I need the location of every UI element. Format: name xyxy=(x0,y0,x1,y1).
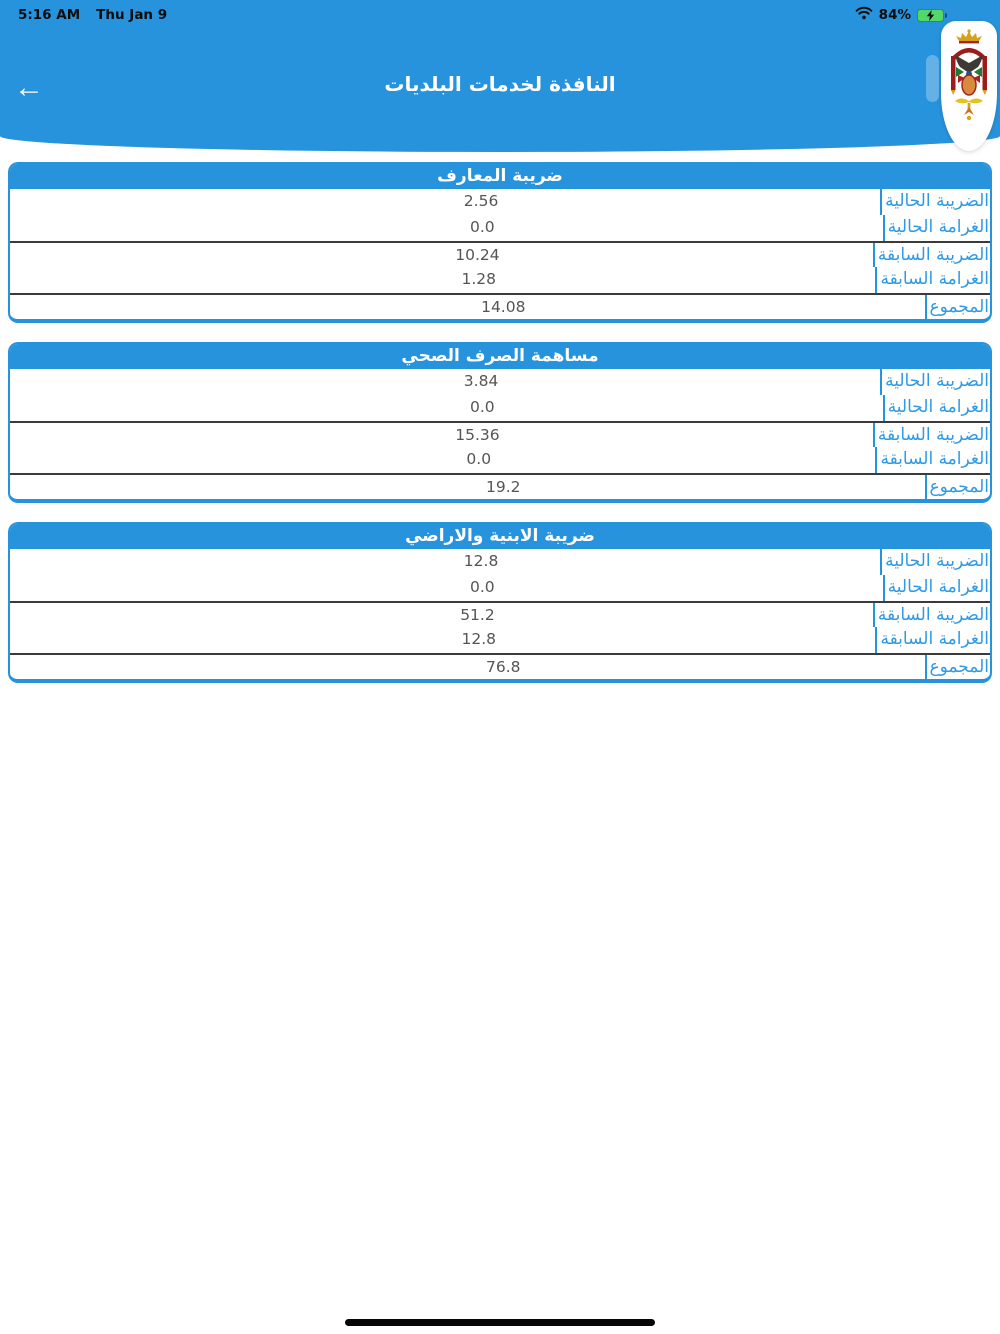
row-value: 15.36 xyxy=(455,426,500,444)
row-label: الضريبة الحالية xyxy=(880,369,990,395)
table-row xyxy=(10,241,990,267)
row-value: 0.0 xyxy=(470,578,495,596)
card-rows xyxy=(10,369,990,499)
row-label: الضريبة السابقة xyxy=(873,603,990,627)
page-title: النافذة لخدمات البلديات xyxy=(384,72,616,96)
row-value: 3.84 xyxy=(463,372,499,390)
row-value: 12.8 xyxy=(463,552,499,570)
table-row xyxy=(10,549,990,575)
table-row xyxy=(10,601,990,627)
wifi-icon xyxy=(855,6,873,24)
row-label: الضريبة الحالية xyxy=(880,549,990,575)
row-label: الغرامة السابقة xyxy=(875,447,990,473)
table-row xyxy=(10,215,990,241)
row-label: الغرامة الحالية xyxy=(883,395,990,421)
row-value: 1.28 xyxy=(461,270,496,288)
row-value: 51.2 xyxy=(460,606,495,624)
row-value: 76.8 xyxy=(486,658,521,676)
card-rows xyxy=(10,549,990,679)
row-label: الضريبة السابقة xyxy=(873,423,990,447)
row-value: 0.0 xyxy=(466,450,492,468)
table-row xyxy=(10,575,990,601)
table-row xyxy=(10,189,990,215)
row-value: 10.24 xyxy=(455,246,500,264)
row-label: الضريبة الحالية xyxy=(880,189,990,215)
table-row xyxy=(10,293,990,319)
table-row xyxy=(10,653,990,679)
row-value: 14.08 xyxy=(481,298,526,316)
app-logo-badge xyxy=(941,21,997,151)
row-value: 0.0 xyxy=(470,218,495,236)
table-row xyxy=(10,421,990,447)
row-label: المجموع xyxy=(925,475,990,499)
row-label: الغرامة السابقة xyxy=(875,267,990,293)
badge-tab-decoration xyxy=(926,55,939,102)
row-label: الضريبة السابقة xyxy=(873,243,990,267)
app-header xyxy=(0,0,1000,152)
row-value: 12.8 xyxy=(461,630,496,648)
row-label: الغرامة الحالية xyxy=(883,575,990,601)
row-label: المجموع xyxy=(925,655,990,679)
jordan-coat-of-arms-icon xyxy=(947,29,991,133)
tax-cards-container xyxy=(0,152,1000,683)
status-time: 5:16 AM xyxy=(18,7,81,23)
row-value: 19.2 xyxy=(486,478,521,496)
table-row xyxy=(10,473,990,499)
card-title: ضريبة المعارف xyxy=(10,164,990,189)
row-label: المجموع xyxy=(925,295,990,319)
card-title: ضريبة الابنية والاراضي xyxy=(10,524,990,549)
table-row xyxy=(10,627,990,653)
status-date: Thu Jan 9 xyxy=(96,7,168,23)
table-row xyxy=(10,369,990,395)
status-bar xyxy=(0,0,1000,26)
row-label: الغرامة السابقة xyxy=(875,627,990,653)
tax-card xyxy=(8,522,992,683)
battery-charging-icon xyxy=(917,9,944,22)
home-indicator[interactable] xyxy=(345,1319,655,1326)
tax-card xyxy=(8,162,992,323)
arrow-left-icon: ← xyxy=(14,71,44,104)
table-row xyxy=(10,267,990,293)
row-label: الغرامة الحالية xyxy=(883,215,990,241)
battery-percent: 84% xyxy=(878,7,911,23)
tax-card xyxy=(8,342,992,503)
row-value: 2.56 xyxy=(463,192,499,210)
card-title: مساهمة الصرف الصحي xyxy=(10,344,990,369)
table-row xyxy=(10,395,990,421)
card-rows xyxy=(10,189,990,319)
table-row xyxy=(10,447,990,473)
row-value: 0.0 xyxy=(470,398,495,416)
